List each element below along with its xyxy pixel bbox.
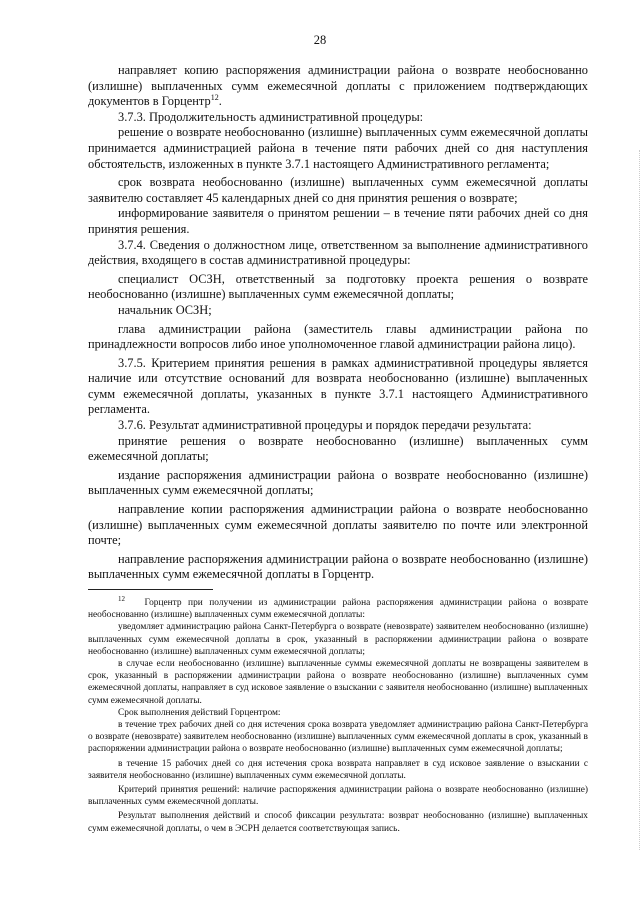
footnote-paragraph: Критерий принятия решений: наличие распоряжения администрации района о возврате необоснованно (излишне) выплаченных сумм ежемесячной доплаты. — [88, 785, 588, 808]
paragraph: глава администрации района (заместитель главы администрации района по принадлежности вопросов либо иное уполномоченное главой администрации района лицо). — [88, 321, 588, 352]
scan-margin-edge — [629, 150, 640, 850]
paragraph: информирование заявителя о принятом решении – в течение пяти рабочих дней со дня принятия решения. — [88, 206, 588, 236]
paragraph: издание распоряжения администрации района о возврате необоснованно (излишне) выплаченных сумм ежемесячной доплаты; — [88, 467, 588, 498]
paragraph-3-7-6: 3.7.6. Результат административной процедуры и порядок передачи результата: — [118, 418, 532, 433]
paragraph: срок возврата необоснованно (излишне) выплаченных сумм ежемесячной доплаты заявителю составляет 45 календарных дней со дня принятия решения о возврате; — [88, 175, 588, 205]
footnote-paragraph: уведомляет администрацию района Санкт-Петербурга о возврате (невозврате) заявителем необоснованно (излишне) выплаченных сумм ежемесячной доплаты в срок, указанный в распоряжении администрации района о возврате необоснованно (излишне) выплаченных сумм ежемесячной доплаты; — [88, 622, 588, 657]
paragraph-intro-end: . — [218, 94, 222, 109]
paragraph-3-7-3: 3.7.3. Продолжительность административной процедуры: — [118, 109, 424, 124]
paragraph-intro-text: направляет копию распоряжения администрации района о возврате необоснованно (излишне) выплаченных сумм ежемесячной доплаты с приложением подтверждающих документов в Горцентр — [88, 63, 588, 109]
footnote-paragraph: Результат выполнения действий и способ фиксации результата: возврат необоснованно (излишне) выплаченных сумм ежемесячной доплаты, о чем в ЭСРН делается соответствующая запись. — [88, 811, 588, 834]
footnote-divider — [88, 589, 213, 590]
footnote-marker: 12 — [118, 594, 125, 603]
page-number: 28 — [313, 33, 327, 47]
paragraph: решение о возврате необоснованно (излишне) выплаченных сумм ежемесячной доплаты принимается администрацией района в течение пяти рабочих дней со дня наступления обстоятельств, изложенных в пункте 3.7.1 настоящего Административного регламента; — [88, 125, 588, 171]
footnote-first-text: Горцентр при получении из администрации района распоряжения администрации района о возврате необоснованно (излишне) выплаченных сумм ежемесячной доплаты: — [88, 598, 588, 621]
footnote-paragraph: в случае если необоснованно (излишне) выплаченные суммы ежемесячной доплаты не возвращены заявителем в срок, указанный в распоряжении администрации района о возврате необоснованно (излишне) выплаченных сумм ежемесячной доплаты, направляет в суд исковое заявление о взыскании с заявителя необоснованно (излишне) выплаченных сумм ежемесячной доплаты. — [88, 659, 588, 706]
footnote-12 — [88, 594, 588, 621]
footnote-paragraph: в течение 15 рабочих дней со дня истечения срока возврата направляет в суд исковое заявление о взыскании с заявителя необоснованно (излишне) выплаченных сумм ежемесячной доплаты. — [88, 758, 588, 781]
main-text — [88, 63, 588, 583]
footnote-paragraph: Срок выполнения действий Горцентром: — [118, 707, 281, 718]
footnotes — [88, 594, 588, 835]
paragraph: специалист ОСЗН, ответственный за подготовку проекта решения о возврате необоснованно (излишне) выплаченных сумм ежемесячной доплаты; — [88, 271, 588, 302]
paragraph-3-7-5: 3.7.5. Критерием принятия решения в рамках административной процедуры является наличие или отсутствие оснований для возврата необоснованно (излишне) выплаченных сумм ежемесячной доплаты, указанных в пункте 3.7.1 настоящего Административного регламента. — [88, 355, 588, 417]
paragraph: принятие решения о возврате необоснованно (излишне) выплаченных сумм ежемесячной доплаты; — [88, 433, 588, 464]
footnote-reference: 12 — [210, 93, 219, 103]
paragraph: направление распоряжения администрации района о возврате необоснованно (излишне) выплаченных сумм ежемесячной доплаты в Горцентр. — [88, 551, 588, 582]
footnote-paragraph: в течение трех рабочих дней со дня истечения срока возврата уведомляет администрацию района Санкт-Петербурга о возврате (невозврате) заявителем необоснованно (излишне) выплаченных сумм ежемесячной доплаты в срок, указанный в распоряжении администрации района о возврате необоснованно (излишне) выплаченных сумм ежемесячной доплаты; — [88, 720, 588, 755]
paragraph-3-7-4: 3.7.4. Сведения о должностном лице, ответственном за выполнение административного действия, входящего в состав административной процедуры: — [88, 237, 588, 268]
paragraph: начальник ОСЗН; — [118, 302, 212, 317]
paragraph: направление копии распоряжения администрации района о возврате необоснованно (излишне) выплаченных сумм ежемесячной доплаты заявителю по почте или электронной почте; — [88, 502, 588, 548]
paragraph-intro — [88, 63, 588, 110]
